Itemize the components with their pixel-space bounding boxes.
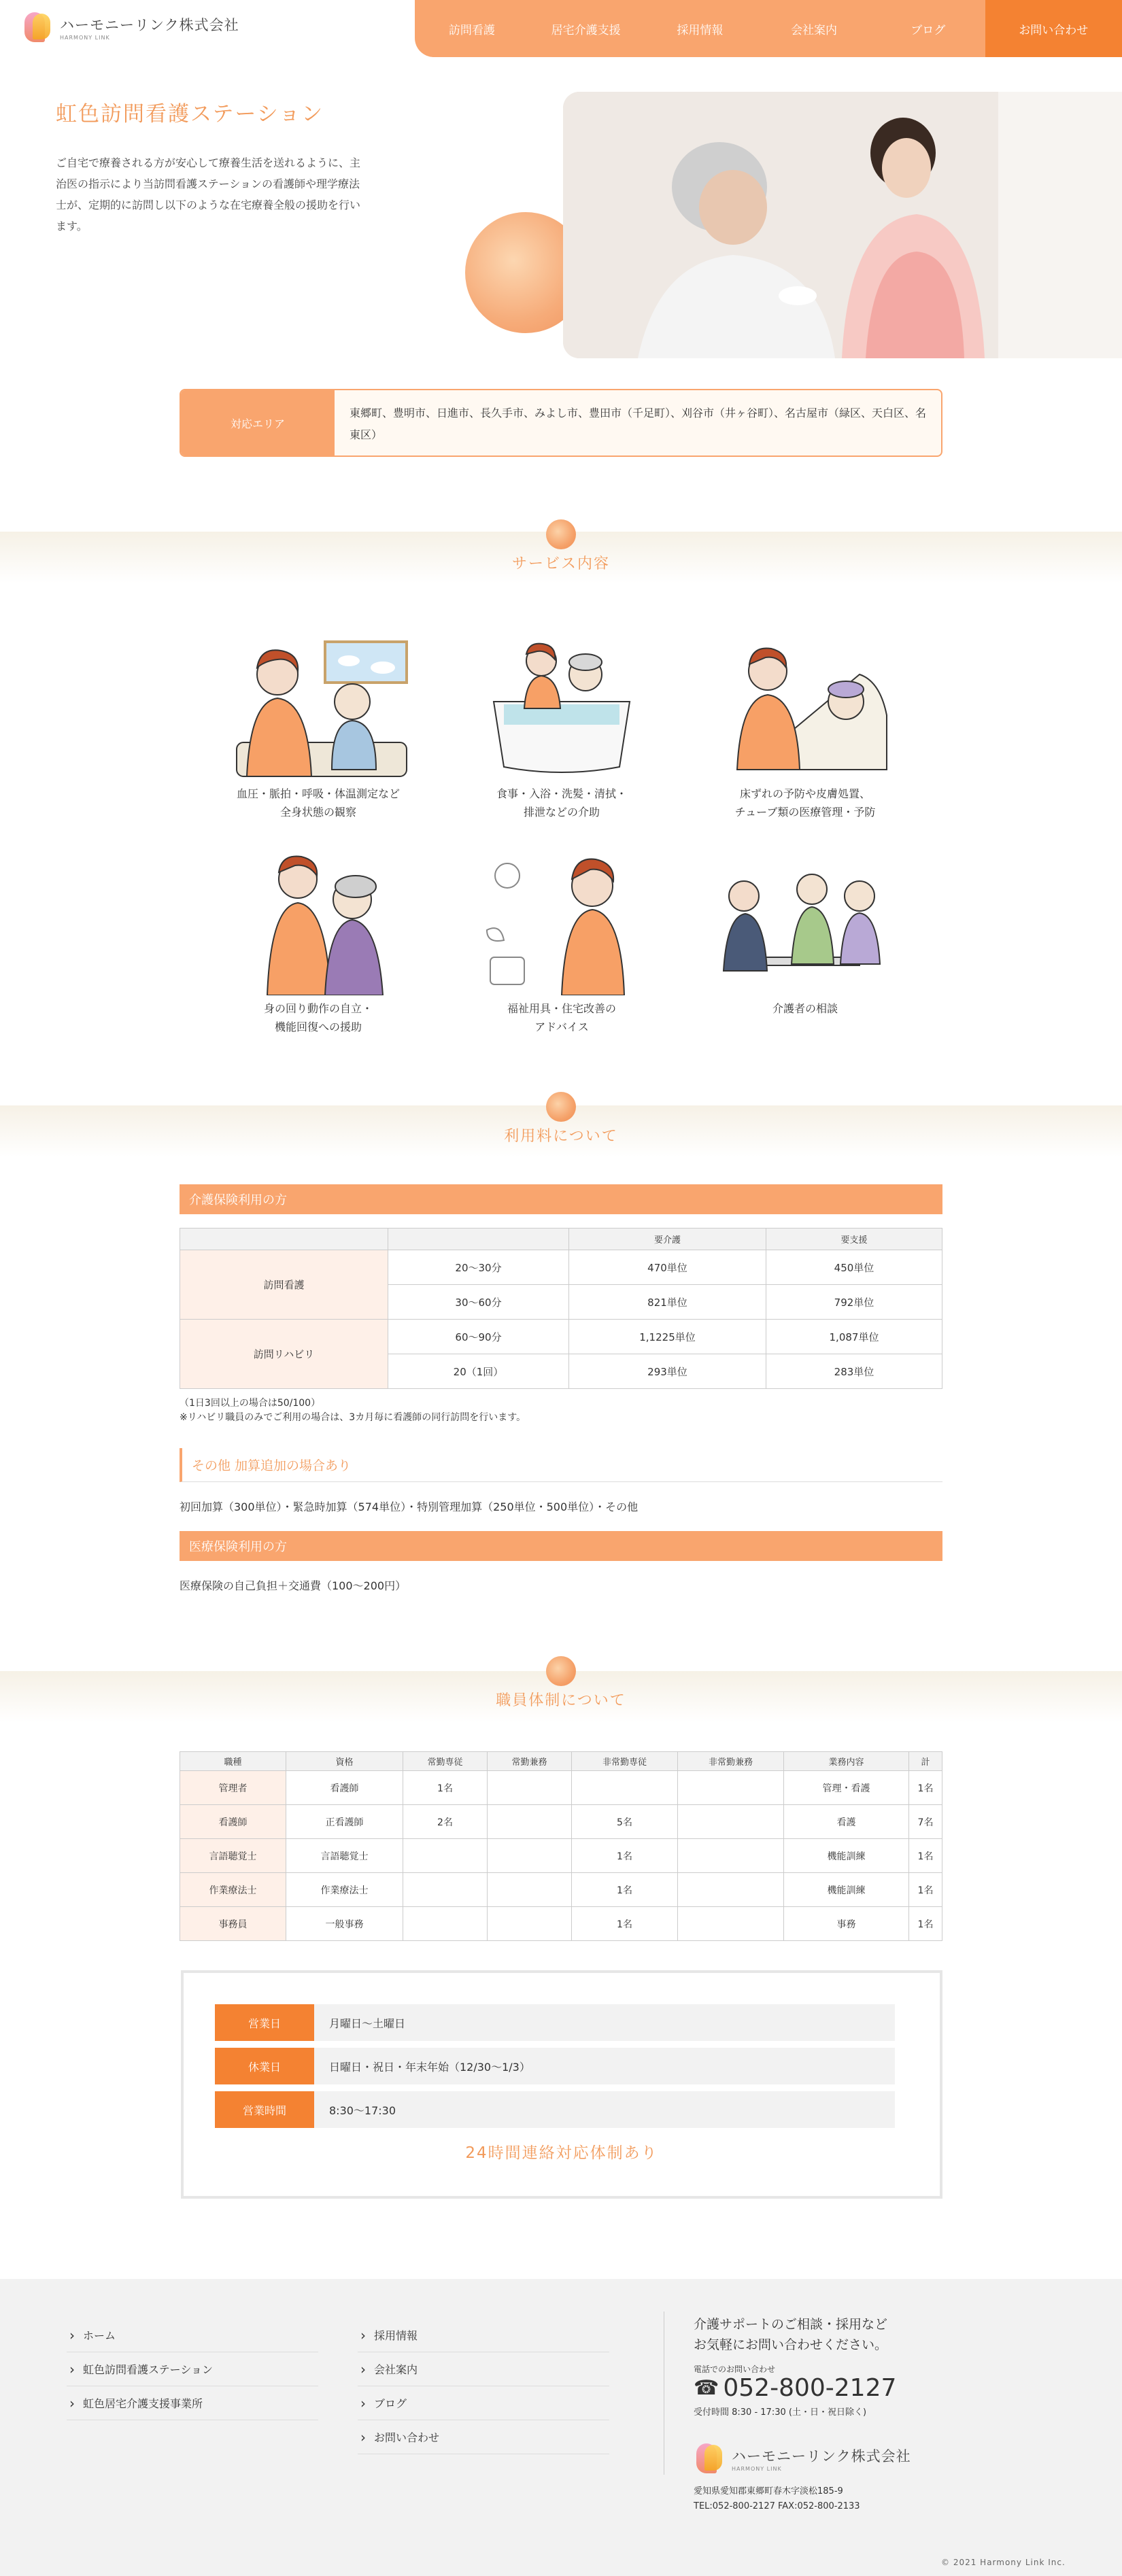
- service-caption-line2: チューブ類の医療管理・予防: [734, 806, 876, 819]
- company-logo[interactable]: [22, 10, 239, 45]
- hours-value: 月曜日〜土曜日: [314, 2004, 895, 2041]
- service-item-observation: [216, 634, 420, 821]
- footer-contact: [694, 2314, 911, 2514]
- table-cell: 看護師: [286, 1771, 403, 1805]
- table-cell: 1名: [572, 1873, 678, 1907]
- nurse-bedside-illustration: [710, 634, 900, 780]
- table-cell: 450単位: [766, 1250, 942, 1285]
- footer-link-recruit[interactable]: › 採用情報: [358, 2318, 609, 2352]
- table-cell: [403, 1907, 488, 1941]
- table-cell: 293単位: [569, 1354, 766, 1389]
- hours-label: 休業日: [215, 2048, 314, 2084]
- fee-note-line2: ※リハビリ職員のみでご利用の場合は、3カ月毎に看護師の同行訪問を行います。: [180, 1412, 526, 1423]
- table-cell: 30～60分: [388, 1285, 569, 1320]
- table-cell: 1名: [909, 1907, 942, 1941]
- 24h-support-note: 24時間連絡対応体制あり: [465, 2144, 658, 2162]
- service-item-rehabilitation: [216, 848, 420, 1036]
- table-header-row: [180, 1229, 942, 1250]
- footer-message-line1: 介護サポートのご相談・採用など: [694, 2317, 888, 2332]
- table-cell: 管理・看護: [784, 1771, 909, 1805]
- row-label: 管理者: [180, 1771, 286, 1805]
- table-cell: 821単位: [569, 1285, 766, 1320]
- nav-item-company[interactable]: 会社案内: [791, 23, 838, 37]
- footer-link-home[interactable]: › ホーム: [67, 2318, 318, 2352]
- hours-row-business-days: [215, 2004, 895, 2041]
- nav-contact-button[interactable]: お問い合わせ: [985, 0, 1122, 57]
- table-cell: [678, 1771, 784, 1805]
- table-cell: 1,087単位: [766, 1320, 942, 1354]
- table-cell: 5名: [572, 1805, 678, 1839]
- service-caption-line1: 身の回り動作の自立・: [263, 1002, 373, 1015]
- table-header-row: [180, 1752, 942, 1771]
- footer-phone-label: 電話でのお問い合わせ: [694, 2365, 776, 2374]
- table-header-cell: [388, 1229, 569, 1250]
- section-title-services: サービス内容: [511, 555, 610, 572]
- iryo-insurance-heading: 医療保険利用の方: [180, 1531, 942, 1561]
- service-item-bathing: [460, 634, 664, 821]
- table-cell: 1,1225単位: [569, 1320, 766, 1354]
- service-caption-line1: 福祉用具・住宅改善の: [507, 1002, 616, 1015]
- footer-logo[interactable]: [694, 2441, 911, 2476]
- section-title-staff: 職員体制について: [496, 1692, 626, 1709]
- table-header-cell: 常勤兼務: [488, 1752, 572, 1771]
- table-header-cell: 常勤専従: [403, 1752, 488, 1771]
- service-caption-line1: 食事・入浴・洗髪・清拭・: [496, 787, 627, 800]
- row-label: 訪問看護: [180, 1250, 388, 1320]
- page-title: 虹色訪問看護ステーション: [56, 102, 324, 126]
- kaigo-fee-table: [180, 1228, 942, 1389]
- footer-link-station[interactable]: › 虹色訪問看護ステーション: [67, 2352, 318, 2386]
- table-cell: 言語聴覚士: [286, 1839, 403, 1873]
- watercolor-dot-icon: [546, 519, 576, 549]
- table-cell: 機能訓練: [784, 1873, 909, 1907]
- table-cell: 1名: [572, 1907, 678, 1941]
- table-header-cell: 業務内容: [784, 1752, 909, 1771]
- table-row: [180, 1320, 942, 1354]
- footer-tel-fax: TEL:052-800-2127 FAX:052-800-2133: [694, 2501, 860, 2511]
- watercolor-dot-icon: [546, 1092, 576, 1122]
- table-row: [180, 1873, 942, 1907]
- table-row: [180, 1250, 942, 1285]
- table-header-cell: 資格: [286, 1752, 403, 1771]
- table-cell: [488, 1839, 572, 1873]
- hours-value: 日曜日・祝日・年末年始（12/30〜1/3）: [314, 2048, 895, 2084]
- service-caption-line2: 機能回復への援助: [274, 1020, 362, 1033]
- footer-link-contact[interactable]: › お問い合わせ: [358, 2420, 609, 2454]
- row-label: 訪問リハビリ: [180, 1320, 388, 1389]
- logo-company-name: ハーモニーリンク株式会社: [60, 16, 239, 33]
- table-cell: [403, 1873, 488, 1907]
- site-footer: [0, 2279, 1122, 2576]
- table-cell: 1名: [909, 1771, 942, 1805]
- row-label: 言語聴覚士: [180, 1839, 286, 1873]
- table-header-cell: 非常勤兼務: [678, 1752, 784, 1771]
- service-area-text: 東郷町、豊明市、日進市、長久手市、みよし市、豊田市（千足町）、刈谷市（井ヶ谷町）、名古屋市（緑区、天白区、名東区）: [350, 407, 927, 441]
- table-header-cell: 計: [909, 1752, 942, 1771]
- table-cell: [678, 1907, 784, 1941]
- kaigo-insurance-heading: 介護保険利用の方: [180, 1184, 942, 1214]
- table-cell: 看護: [784, 1805, 909, 1839]
- footer-phone-number: 052-800-2127: [723, 2374, 897, 2402]
- service-area-box: [180, 389, 942, 457]
- caregiver-consultation-illustration: [710, 848, 900, 995]
- footer-company-sub: HARMONY LINK: [732, 2465, 782, 2472]
- table-header-cell: 非常勤専従: [572, 1752, 678, 1771]
- service-caption-line2: 全身状態の観察: [279, 806, 356, 819]
- logo-icon: [694, 2441, 726, 2476]
- footer-company-name: ハーモニーリンク株式会社: [732, 2448, 911, 2465]
- table-header-cell: 要介護: [569, 1229, 766, 1250]
- table-cell: 60～90分: [388, 1320, 569, 1354]
- table-cell: [488, 1805, 572, 1839]
- service-item-welfare-advice: [460, 848, 664, 1036]
- footer-address-line: 愛知県愛知郡東郷町春木字淡松185-9: [694, 2486, 843, 2496]
- service-caption-line1: 床ずれの予防や皮膚処置、: [739, 787, 870, 800]
- bathing-assistance-illustration: [466, 634, 657, 780]
- table-cell: 20（1回）: [388, 1354, 569, 1389]
- service-area-label: 対応エリア: [181, 390, 335, 456]
- footer-phone-hours: 受付時間 8:30 - 17:30 (土・日・祝日除く): [694, 2407, 867, 2418]
- service-caption-line1: 血圧・脈拍・呼吸・体温測定など: [236, 787, 400, 800]
- table-row: [180, 1839, 942, 1873]
- nav-item-blog[interactable]: ブログ: [911, 23, 946, 37]
- section-title-fees: 利用料について: [504, 1128, 618, 1145]
- footer-link-company[interactable]: › 会社案内: [358, 2352, 609, 2386]
- footer-link-blog[interactable]: › ブログ: [358, 2386, 609, 2420]
- hours-label: 営業日: [215, 2004, 314, 2041]
- table-cell: 2名: [403, 1805, 488, 1839]
- footer-link-kyotaku[interactable]: › 虹色居宅介護支援事業所: [67, 2386, 318, 2420]
- welfare-equipment-advice-illustration: [466, 848, 657, 995]
- row-label: 看護師: [180, 1805, 286, 1839]
- table-cell: [488, 1771, 572, 1805]
- table-cell: 機能訓練: [784, 1839, 909, 1873]
- table-cell: 1名: [909, 1873, 942, 1907]
- row-label: 事務員: [180, 1907, 286, 1941]
- table-cell: [678, 1839, 784, 1873]
- footer-links-col2: [358, 2318, 609, 2454]
- staff-table: [180, 1751, 942, 1941]
- other-addition-heading: その他 加算追加の場合あり: [180, 1448, 942, 1482]
- table-header-cell: [180, 1229, 388, 1250]
- table-cell: 470単位: [569, 1250, 766, 1285]
- table-cell: 1名: [572, 1839, 678, 1873]
- footer-phone-link[interactable]: [694, 2375, 911, 2402]
- main-nav: [415, 0, 1122, 57]
- hours-label: 営業時間: [215, 2091, 314, 2128]
- nav-item-kyotaku-kaigo[interactable]: 居宅介護支援: [551, 23, 621, 37]
- table-cell: [678, 1873, 784, 1907]
- footer-contact-message: [694, 2314, 911, 2355]
- footer-links-col1: [67, 2318, 318, 2420]
- table-row: [180, 1907, 942, 1941]
- table-cell: 7名: [909, 1805, 942, 1839]
- nurse-checking-patient-illustration: [223, 634, 413, 780]
- logo-company-sub: HARMONY LINK: [60, 34, 110, 41]
- table-header-cell: 職種: [180, 1752, 286, 1771]
- hours-row-holidays: [215, 2048, 895, 2084]
- table-cell: 20～30分: [388, 1250, 569, 1285]
- hero-photo-nurse-elderly: [563, 92, 1122, 358]
- table-cell: [488, 1907, 572, 1941]
- service-item-caregiver-consultation: [703, 848, 907, 1018]
- watercolor-dot-icon: [546, 1656, 576, 1686]
- footer-address: [694, 2484, 911, 2514]
- table-cell: 事務: [784, 1907, 909, 1941]
- site-header: [0, 0, 1122, 57]
- nav-item-recruit[interactable]: 採用情報: [677, 23, 724, 37]
- service-item-skin-care: [703, 634, 907, 821]
- nav-item-houmon-kango[interactable]: 訪問看護: [448, 23, 495, 37]
- row-label: 作業療法士: [180, 1873, 286, 1907]
- iryo-insurance-text: 医療保険の自己負担＋交通費（100～200円）: [180, 1579, 407, 1592]
- nurse-supporting-elderly-illustration: [223, 848, 413, 995]
- business-hours-box: [181, 1970, 942, 2199]
- fee-note: [180, 1396, 526, 1425]
- service-caption-line1: 介護者の相談: [772, 1002, 838, 1015]
- table-cell: 1名: [909, 1839, 942, 1873]
- logo-icon: [22, 10, 54, 45]
- footer-message-line2: お気軽にお問い合わせください。: [694, 2337, 888, 2352]
- table-cell: [572, 1771, 678, 1805]
- table-cell: 1名: [403, 1771, 488, 1805]
- copyright: © 2021 Harmony Link Inc.: [941, 2558, 1066, 2567]
- table-cell: [678, 1805, 784, 1839]
- other-addition-text: 初回加算（300単位）・緊急時加算（574単位）・特別管理加算（250単位・500単位）・その他: [180, 1500, 639, 1513]
- hours-row-business-hours: [215, 2091, 895, 2128]
- service-caption-line2: アドバイス: [534, 1020, 589, 1033]
- table-cell: 一般事務: [286, 1907, 403, 1941]
- table-header-cell: 要支援: [766, 1229, 942, 1250]
- service-caption-line2: 排泄などの介助: [523, 806, 600, 819]
- table-cell: 作業療法士: [286, 1873, 403, 1907]
- table-cell: 792単位: [766, 1285, 942, 1320]
- table-row: [180, 1771, 942, 1805]
- table-cell: [403, 1839, 488, 1873]
- table-cell: [488, 1873, 572, 1907]
- hours-value: 8:30〜17:30: [314, 2091, 895, 2128]
- table-cell: 283単位: [766, 1354, 942, 1389]
- hero-description: ご自宅で療養される方が安心して療養生活を送れるように、主治医の指示により当訪問看護ステーションの看護師や理学療法士が、定期的に訪問し以下のような在宅療養全般の援助を行います。: [56, 156, 361, 233]
- phone-icon: ☎: [694, 2376, 719, 2400]
- fee-note-line1: （1日3回以上の場合は50/100）: [180, 1398, 321, 1409]
- table-cell: 正看護師: [286, 1805, 403, 1839]
- table-row: [180, 1805, 942, 1839]
